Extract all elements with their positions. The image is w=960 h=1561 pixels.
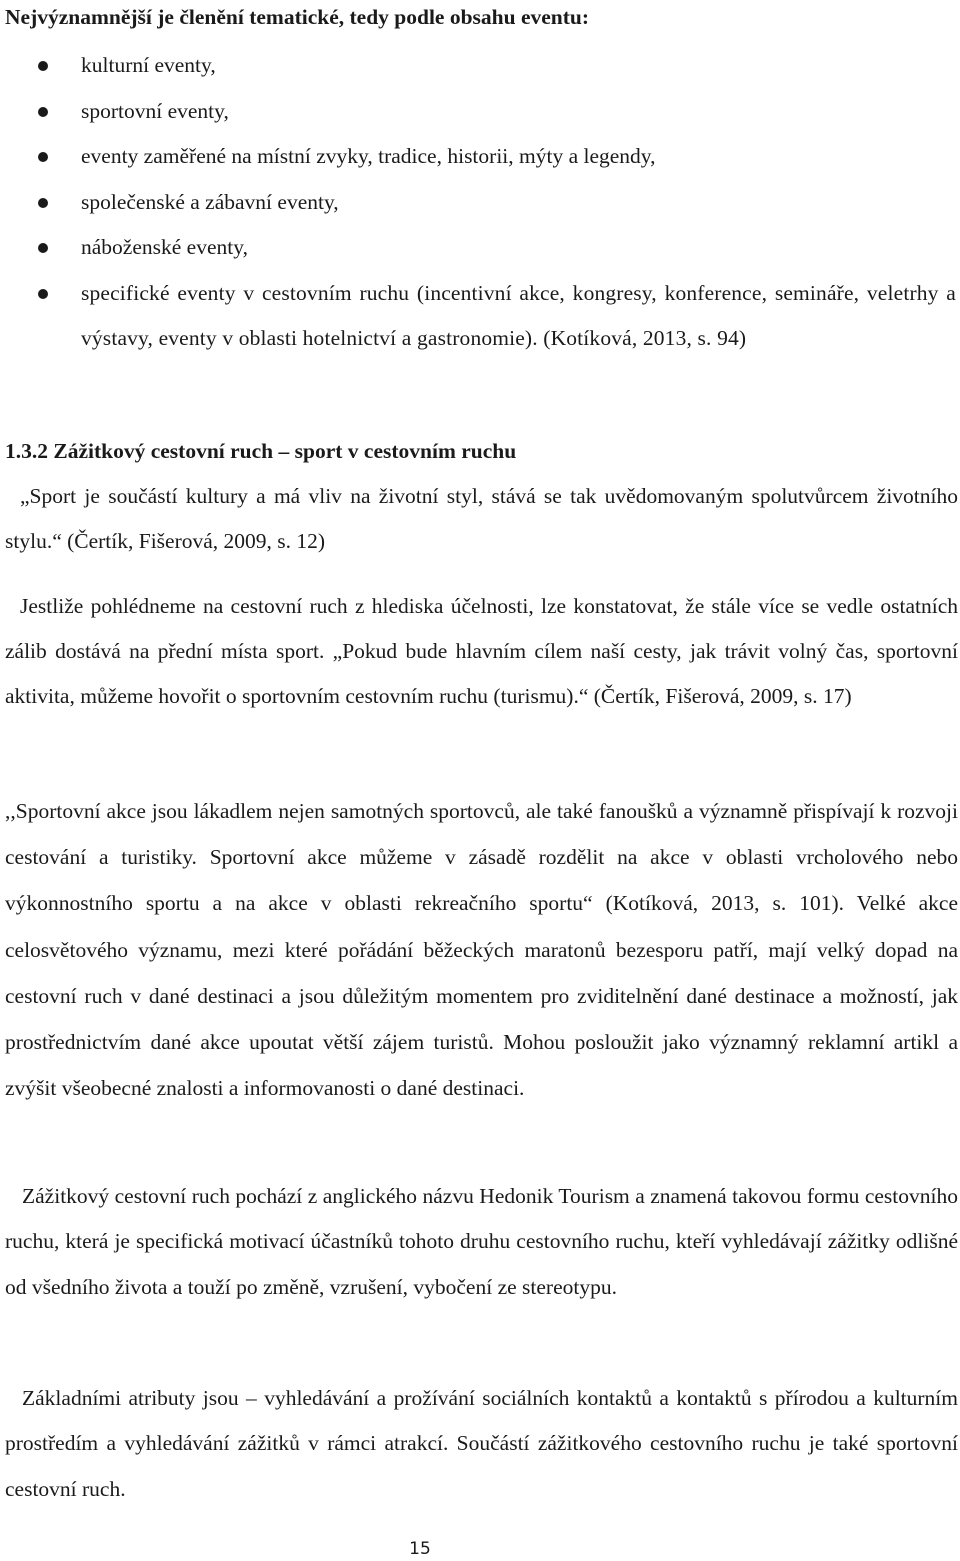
bullet-icon — [38, 289, 48, 299]
intro-heading: Nejvýznamnější je členění tematické, tedy podle obsahu eventu: — [5, 5, 590, 29]
list-item-text: sportovní eventy, — [81, 98, 229, 123]
list-item-text: eventy zaměřené na místní zvyky, tradice, historii, mýty a legendy, — [81, 144, 656, 168]
list-item — [0, 180, 960, 226]
list-item-text: specifické eventy v cestovním ruchu (incentivní akce, kongresy, konference, semináře, veletrhy a výstavy, eventy v oblasti hotelnictví a gastronomie). (Kotíková, 2013, s. 94) — [81, 280, 956, 350]
event-types-list — [0, 43, 960, 362]
page-number: 15 — [409, 1539, 431, 1559]
list-item — [0, 89, 960, 135]
list-item-text: náboženské eventy, — [81, 235, 248, 259]
bullet-icon — [38, 152, 48, 162]
list-item-text: kulturní eventy, — [81, 53, 216, 77]
paragraph-basic-attributes: Základními atributy jsou – vyhledávání a prožívání sociálních kontaktů a kontaktů s přírodou a kulturním prostředím a vyhledávání zážitků v rámci atrakcí. Součástí zážitkového cestovního ruchu je také sportovní cestovní ruch. — [5, 1386, 958, 1501]
bullet-icon — [38, 198, 48, 208]
list-item-text: společenské a zábavní eventy, — [81, 189, 339, 214]
bullet-icon — [38, 243, 48, 253]
list-item — [0, 271, 960, 362]
list-item — [0, 134, 960, 180]
paragraph-experience-tourism: Zážitkový cestovní ruch pochází z anglického názvu Hedonik Tourism a znamená takovou formu cestovního ruchu, která je specifická motivací účastníků tohoto druhu cestovního ruchu, kteří vyhledávají zážitky odlišné od všedního života a touží po změně, vzrušení, vybočení ze stereotypu. — [5, 1184, 958, 1299]
paragraph-sport-quote: „Sport je součástí kultury a má vliv na životní styl, stává se tak uvědomovaným spolutvůrcem životního stylu.“ (Čertík, Fišerová, 2009, s. 12) — [5, 484, 958, 553]
section-heading: 1.3.2 Zážitkový cestovní ruch – sport v cestovním ruchu — [5, 439, 517, 463]
paragraph-sport-tourism: Jestliže pohlédneme na cestovní ruch z hlediska účelnosti, lze konstatovat, že stále více se vedle ostatních zálib dostává na přední místa sport. „Pokud bude hlavním cílem naší cesty, jak trávit volný čas, sportovní aktivita, můžeme hovořit o sportovním cestovním ruchu (turismu).“ (Čertík, Fišerová, 2009, s. 17) — [5, 594, 958, 708]
bullet-icon — [38, 107, 48, 117]
paragraph-sport-events: ,,Sportovní akce jsou lákadlem nejen samotných sportovců, ale také fanoušků a významně přispívají k rozvoji cestování a turistiky. Sportovní akce můžeme v zásadě rozdělit na akce v oblasti vrcholového nebo výkonnostního sportu a na akce v oblasti rekreačního sportu“ (Kotíková, 2013, s. 101). Velké akce celosvětového významu, mezi které pořádání běžeckých maratonů bezesporu patří, mají velký dopad na cestovní ruch v dané destinaci a jsou důležitým momentem pro zviditelnění dané destinace a možností, jak prostřednictvím dané akce upoutat větší zájem turistů. Mohou posloužit jako významný reklamní artikl a zvýšit všeobecné znalosti a informovanosti o dané destinaci. — [5, 799, 958, 1101]
list-item — [0, 225, 960, 271]
bullet-icon — [38, 61, 48, 71]
list-item — [0, 43, 960, 89]
